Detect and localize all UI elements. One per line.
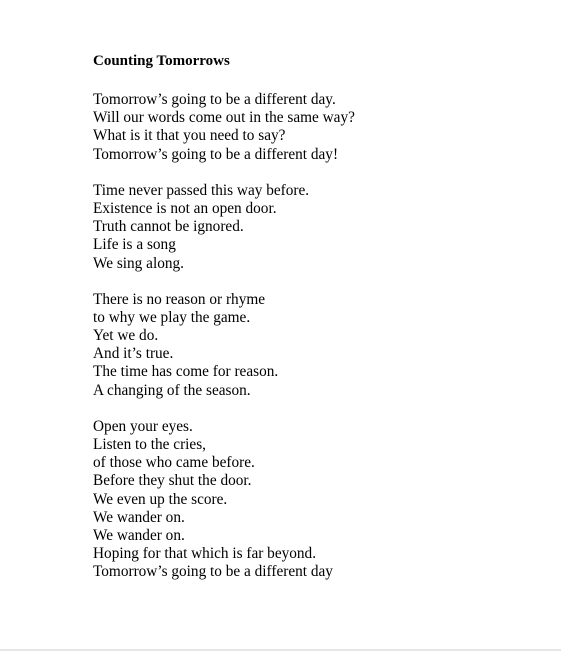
poem-line: Tomorrow’s going to be a different day	[93, 563, 333, 581]
stanza-3	[93, 291, 533, 400]
stanza-1	[93, 91, 533, 164]
poem-line: Will our words come out in the same way?	[93, 109, 355, 127]
poem-line: We wander on.	[93, 508, 185, 526]
poem-line: Yet we do.	[93, 327, 159, 345]
poem-line: We wander on.	[93, 526, 185, 544]
stanza-2	[93, 182, 533, 273]
stanza-spacer	[93, 400, 533, 418]
poem-line: A changing of the season.	[93, 381, 251, 399]
poem-line: to why we play the game.	[93, 308, 251, 326]
poem-line: Tomorrow’s going to be a different day.	[93, 91, 336, 108]
poem-line: Open your eyes.	[93, 417, 193, 435]
poem-line: Listen to the cries,	[93, 436, 206, 453]
poem	[93, 52, 533, 582]
poem-line: Truth cannot be ignored.	[93, 218, 244, 236]
poem-line: We even up the score.	[93, 490, 228, 508]
title-spacer	[93, 71, 533, 91]
poem-line: Before they shut the door.	[93, 472, 252, 490]
poem-line: Tomorrow’s going to be a different day!	[93, 145, 339, 163]
poem-line: We sing along.	[93, 254, 184, 272]
poem-line: Hoping for that which is far beyond.	[93, 545, 317, 563]
poem-line: What is it that you need to say?	[93, 127, 286, 145]
poem-line: There is no reason or rhyme	[93, 290, 266, 308]
poem-line: of those who came before.	[93, 454, 255, 472]
poem-title: Counting Tomorrows	[93, 53, 230, 69]
stanza-spacer	[93, 164, 533, 182]
poem-line: The time has come for reason.	[93, 363, 279, 381]
stanza-spacer	[93, 273, 533, 291]
poem-line: Time never passed this way before.	[93, 181, 310, 199]
poem-line: Existence is not an open door.	[93, 199, 277, 217]
poem-line: Life is a song	[93, 236, 176, 254]
poem-line: And it’s true.	[93, 345, 174, 363]
stanza-4	[93, 418, 533, 582]
